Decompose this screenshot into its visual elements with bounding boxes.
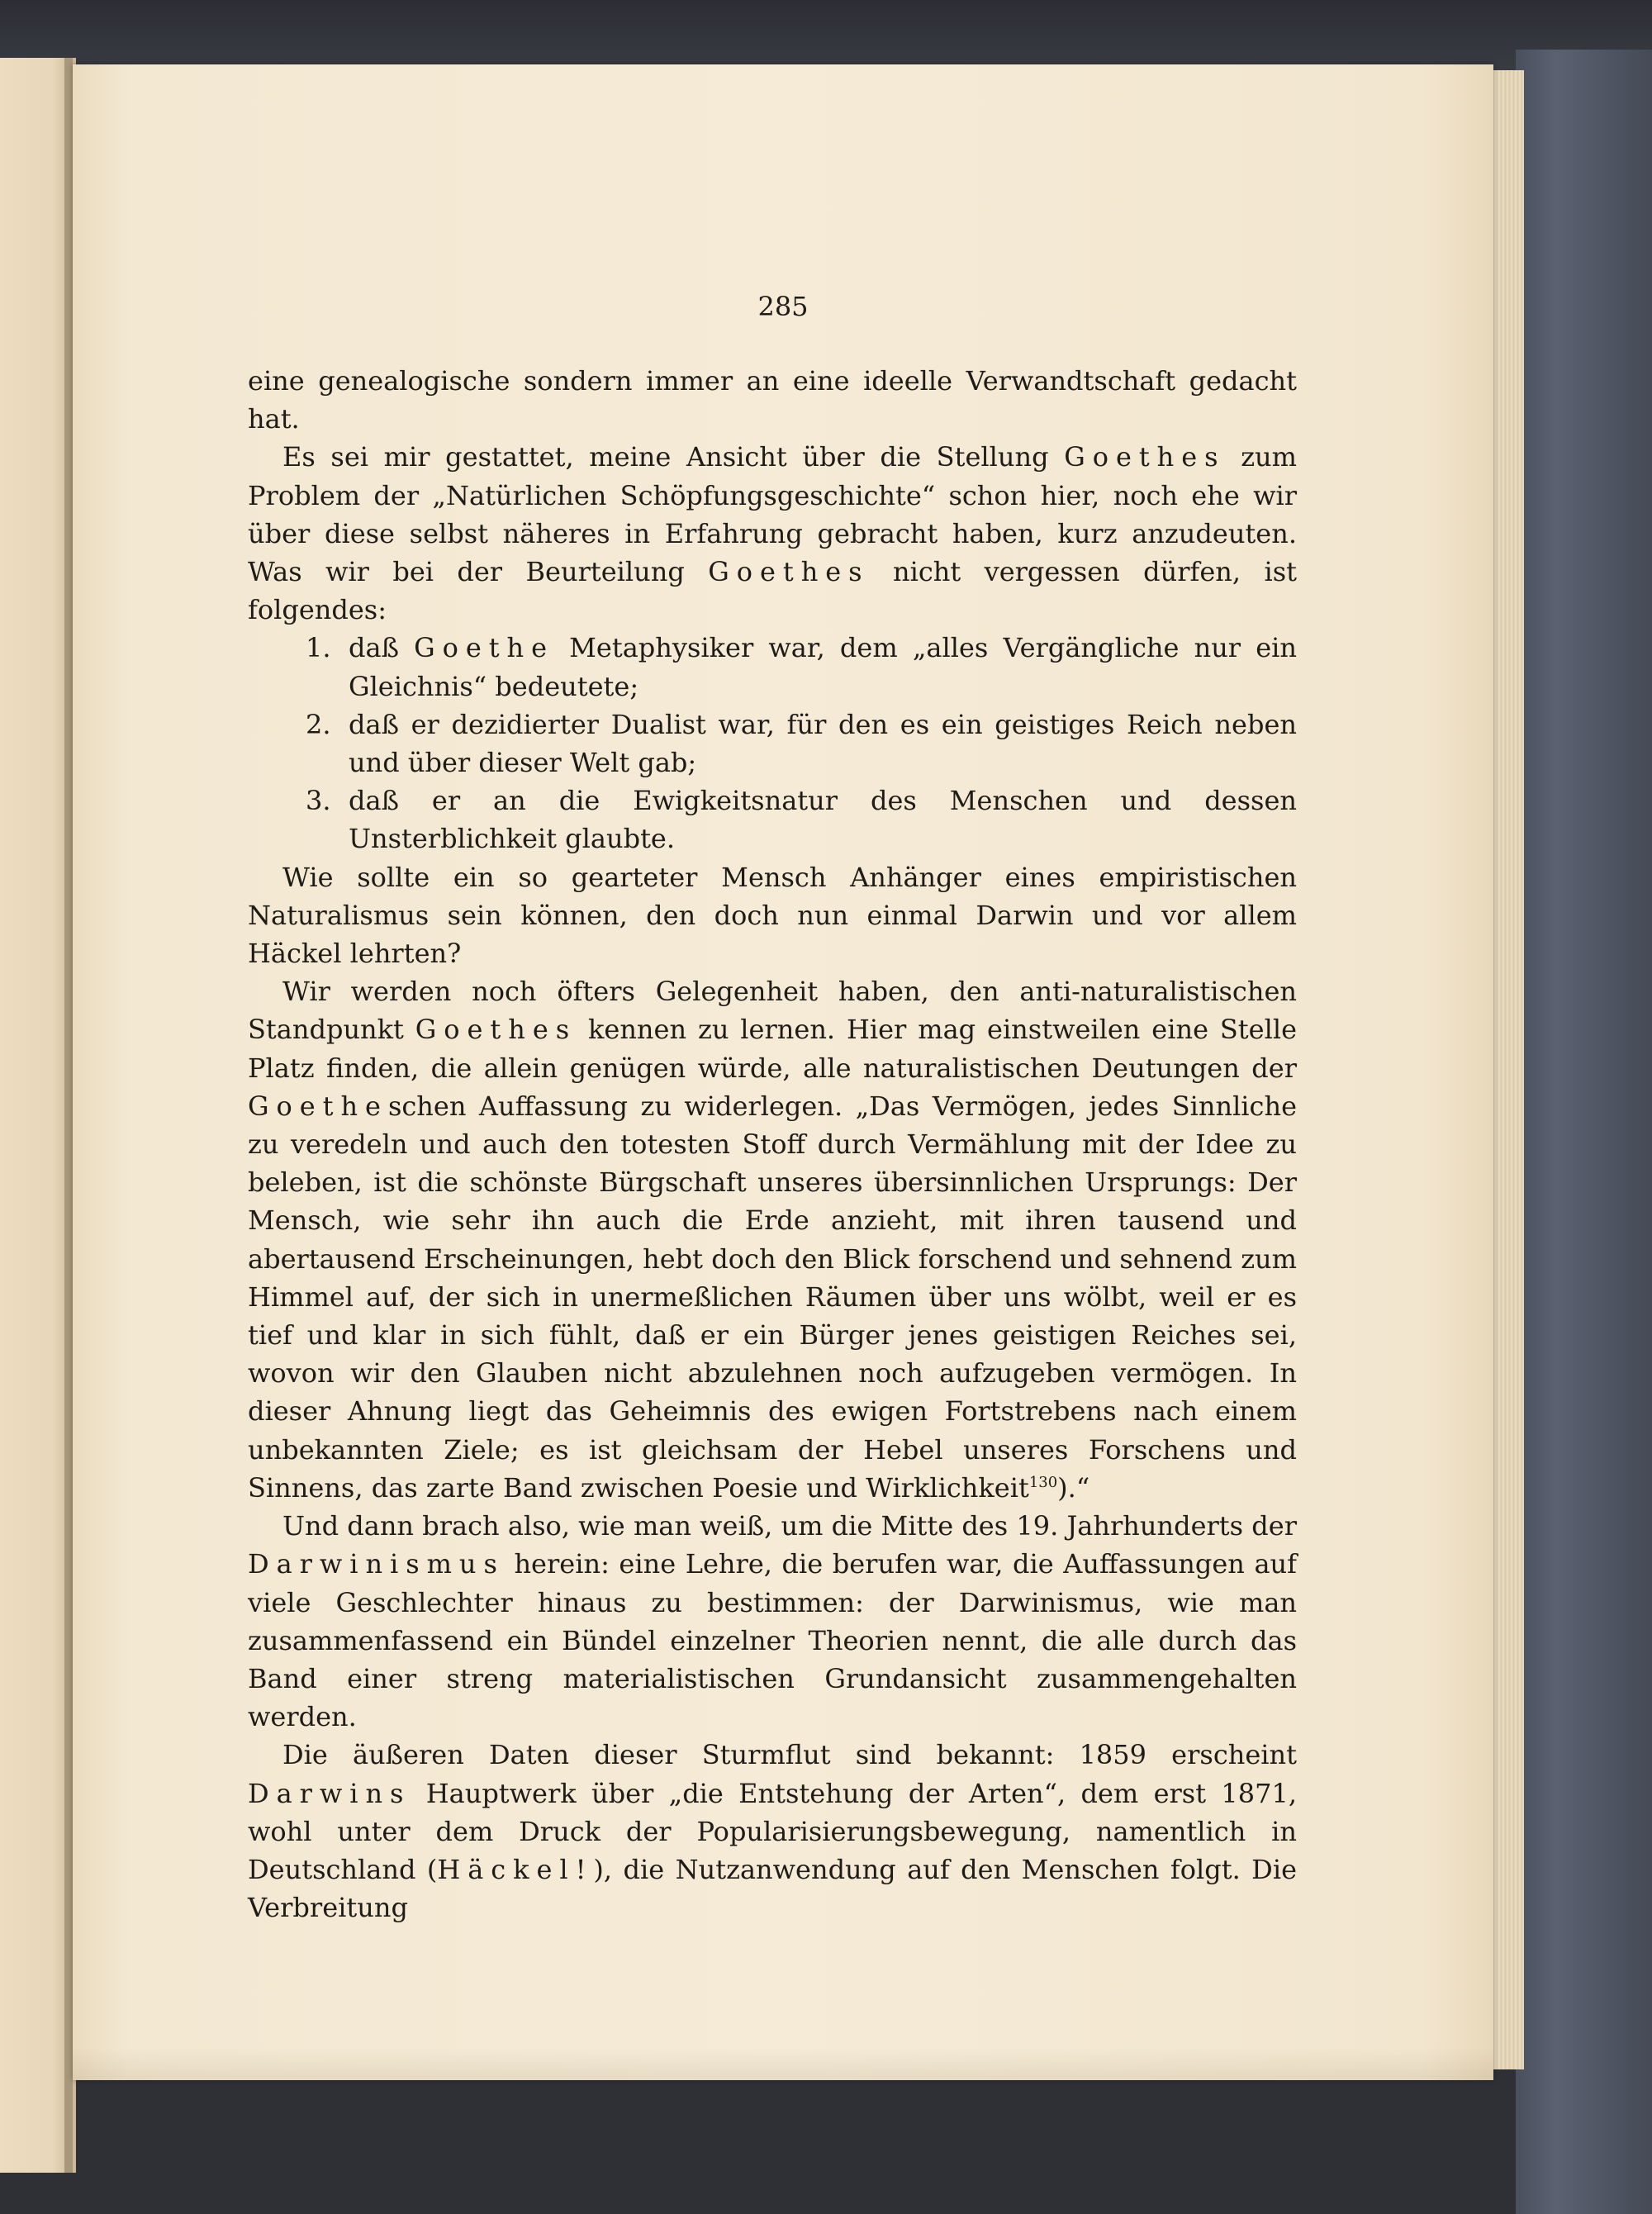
text-run: daß	[349, 632, 415, 664]
book-cover-top	[0, 0, 1652, 74]
text-run: daß er an die Ewigkeitsnatur des Menschen und dessen Unsterblichkeit glaubte.	[349, 785, 1297, 855]
text-run: eine genealogische sondern immer an eine ideelle Verwandtschaft gedacht hat.	[248, 365, 1297, 435]
spaced-name: Goethe	[248, 1090, 388, 1122]
list-number: 2.	[306, 708, 331, 740]
text-run: daß er dezidierter Dualist war, für den es ein geistiges Reich neben und über dieser Welt gab;	[349, 708, 1297, 779]
paragraph-5	[248, 1507, 1297, 1736]
text-run: ), die Nutzanwendung auf den Menschen folgt. Die Verbreitung	[248, 1853, 1298, 1924]
text-run: Wie sollte ein so gearteter Mensch Anhänger eines empiristischen Naturalismus sein können, den doch nun einmal Darwin und vor allem Häckel lehrten?	[248, 861, 1297, 970]
text-run: schen Auffassung zu widerlegen. „Das Vermögen, jedes Sinnliche zu veredeln und auch den totesten Stoff durch Vermählung mit der Idee zu beleben, ist die schönste Bürgschaft unseres übersinnlichen Ursprungs: Der Mensch, wie sehr ihn auch die Erde anzieht, mit ihren tausend und abertausend Erscheinungen, hebt doch den Blick forschend und sehnend zum Himmel auf, der sich in unermeßlichen Räumen über uns wölbt, weil er es tief und klar in sich fühlt, daß er ein Bürger jenes geistigen Reiches sei, wovon wir den Glauben nicht abzulehnen noch aufzugeben vermögen. In dieser Ahnung liegt das Geheimnis des ewigen Fortstrebens nach einem unbekannten Ziele; es ist gleichsam der Hebel unseres Forschens und Sinnens, das zarte Band zwischen Poesie und Wirklichkeit	[248, 1090, 1297, 1504]
text-run: Wir werden noch öfters Gelegenheit haben, den anti-naturalistischen Standpunkt	[248, 976, 1297, 1046]
list-number: 1.	[306, 632, 331, 664]
book-cover-right	[1516, 50, 1652, 2214]
text-run: Hauptwerk über „die Entstehung der Arten“, dem erst 1871, wohl unter dem Druck der Popularisierungsbewegung, namentlich in Deutschland (	[248, 1777, 1297, 1885]
book-gutter	[64, 58, 73, 2173]
list-number: 3.	[306, 785, 331, 817]
list-item	[248, 782, 1297, 858]
text-run: zum Problem der „Natürlichen Schöpfungsgeschichte“ schon hier, noch ehe wir über diese selbst näheres in Erfahrung gebracht haben, kurz anzudeuten. Was wir bei der Beurteilung	[248, 441, 1298, 588]
spaced-name: Goethes	[415, 1014, 577, 1046]
spaced-name: Goethes	[708, 556, 870, 588]
list-item	[248, 706, 1297, 782]
paragraph-1	[248, 362, 1297, 438]
paragraph-2	[248, 438, 1297, 629]
list-item	[248, 629, 1297, 705]
text-run: Metaphysiker war, dem „alles Vergängliche nur ein Gleichnis“ bedeutete;	[349, 632, 1298, 702]
spaced-name: Häckel!	[437, 1853, 594, 1885]
footnote-reference: 130	[1028, 1473, 1058, 1491]
text-run: Und dann brach also, wie man weiß, um die Mitte des 19. Jahrhunderts der	[282, 1510, 1297, 1542]
paragraph-4	[248, 972, 1297, 1507]
text-run: herein: eine Lehre, die berufen war, die Auffassungen auf viele Geschlechter hinaus zu bestimmen: der Darwinismus, wie man zusammenfassend ein Bündel einzelner Theorien nennt, die alle durch das Band einer streng materialistischen Grundansicht zusammengehalten werden.	[248, 1548, 1297, 1733]
numbered-list	[248, 629, 1297, 858]
text-run: kennen zu lernen. Hier mag einstweilen eine Stelle Platz finden, die allein genügen würde, alle naturalistischen Deutungen der	[248, 1014, 1297, 1084]
book-page	[73, 64, 1493, 2080]
text-run: Es sei mir gestattet, meine Ansicht über die Stellung	[282, 441, 1065, 473]
page-text	[248, 362, 1297, 1927]
text-run: nicht vergessen dürfen, ist folgendes:	[248, 556, 1298, 626]
spaced-term: Darwinismus	[248, 1548, 505, 1580]
paragraph-3	[248, 858, 1297, 973]
page-number: 285	[757, 291, 809, 322]
spaced-name: Goethe	[414, 632, 555, 664]
text-run: ).“	[1057, 1471, 1090, 1504]
text-run: Die äußeren Daten dieser Sturmflut sind bekannt: 1859 erscheint	[282, 1739, 1297, 1771]
paragraph-6	[248, 1736, 1297, 1927]
spaced-name: Goethes	[1064, 441, 1226, 473]
spaced-name: Darwins	[248, 1777, 411, 1809]
